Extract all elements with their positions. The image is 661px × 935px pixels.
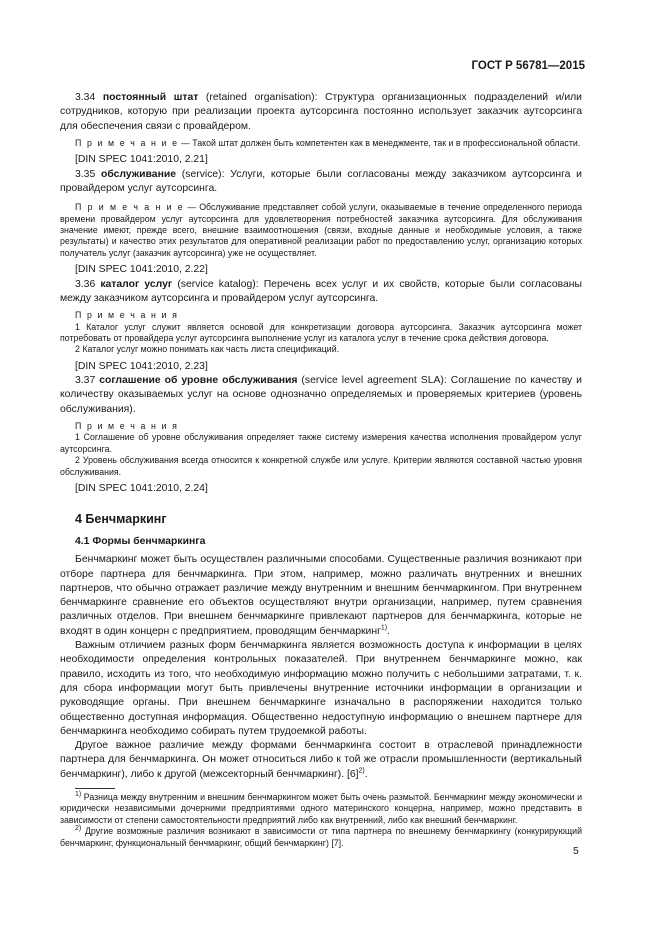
- source-reference: [DIN SPEC 1041:2010, 2.22]: [75, 264, 208, 276]
- definition-3-36: [60, 278, 582, 307]
- source-reference: [DIN SPEC 1041:2010, 2.23]: [75, 360, 208, 372]
- defined-term: постоянный штат: [102, 92, 199, 103]
- page-content: [60, 91, 582, 849]
- paragraph-text: Другое важное различие между формами бенчмаркинга состоит в отраслевой принадлежности партнера для бенчмаркинга. Он может относиться либо к той же отрасли промышленности (вертикальный бенчмаркинг), либо к другой (межсекторный бенчмаркинг). [6]: [60, 740, 582, 780]
- source-reference: [DIN SPEC 1041:2010, 2.21]: [75, 154, 208, 166]
- note-text: — Обслуживание представляет собой услуги, оказываемые в течение определенного периода времени провайдером услуг аутсорсинга для удовлетворения потребностей заказчика аутсорсинга. Для обслуживания значение имеют, прежде всего, внешние взаимоотношения (связи, входные данные и необходимые условия, а также результаты) и качество этих результатов для оперативной реализации работ по предоставлению услуг, организацию которых получатель услуг (заказчик аутсорсинга) уже не осуществляет.: [60, 202, 582, 258]
- clause-number: 3.35: [75, 168, 96, 180]
- clause-number: 3.36: [75, 278, 96, 290]
- note-label: П р и м е ч а н и е: [75, 137, 179, 148]
- definition-text: (service level agreement SLA): Соглашение по качеству и количеству оказываемых услуг на основе однозначно определяемых и проверяемых критериев (уровень обслуживания).: [60, 375, 582, 415]
- note-item: 2 Каталог услуг можно понимать как часть листа спецификаций.: [75, 344, 340, 355]
- standard-header: ГОСТ Р 56781—2015: [471, 60, 585, 72]
- notes-label: П р и м е ч а н и я: [75, 420, 179, 431]
- footnote-marker: 2): [75, 825, 82, 833]
- clause-number: 3.37: [75, 375, 96, 387]
- definition-3-34: [60, 91, 582, 134]
- note-item: 1 Соглашение об уровне обслуживания определяет также систему измерения качества исполнения провайдером услуг аутсорсинга.: [60, 432, 582, 454]
- body-paragraph: [60, 739, 582, 782]
- defined-term: каталог услуг: [100, 278, 173, 290]
- note-label: П р и м е ч а н и е: [75, 202, 185, 213]
- note: [60, 202, 582, 259]
- note: [60, 138, 582, 149]
- definition-text: (service): Услуги, которые были согласованы между заказчиком аутсорсинга и провайдером услуг аутсорсинга.: [60, 168, 582, 194]
- definition-3-37: [60, 374, 582, 417]
- footnote-text: Разница между внутренним и внешним бенчмаркингом может быть очень размытой. Бенчмаркинг между экономически и юридически независимыми дочерними предприятиями одного материнского концерна, например, можно представить в зависимости от степени самостоятельности предприятий либо как внутренний, либо как внешний бенчмаркинг.: [60, 792, 582, 825]
- definition-text: (retained organisation): Структура организационных подразделений и/или сотрудников, которую при реализации проекта аутсорсинга постоянно использует заказчик аутсорсинга для обеспечения связи с провайдером.: [60, 92, 582, 132]
- footnote-marker: 1): [380, 624, 388, 632]
- footnote-marker: 2): [358, 767, 365, 775]
- page-number: 5: [573, 846, 579, 857]
- footnote-separator: [75, 788, 115, 789]
- notes-label: П р и м е ч а н и я: [75, 310, 179, 321]
- subsection-heading: 4.1 Формы бенчмаркинга: [75, 536, 206, 548]
- defined-term: обслуживание: [101, 168, 177, 180]
- paragraph-end: .: [364, 768, 368, 780]
- footnote: [60, 792, 582, 826]
- section-heading: 4 Бенчмаркинг: [75, 512, 167, 527]
- note-item: 1 Каталог услуг служит является основой для конкретизации договора аутсорсинга. Заказчик аутсорсинга может потребовать от провайдера услуг аутсорсинга выполнение услуг из каталога услуг в течение срока действия договора.: [60, 321, 582, 343]
- defined-term: соглашение об уровне обслуживания: [99, 375, 298, 387]
- note-text: — Такой штат должен быть компетентен как в менеджменте, так и в профессиональной области.: [178, 137, 581, 148]
- note-item: 2 Уровень обслуживания всегда относится к конкретной службе или услуге. Критерии являются составной частью уровня обслуживания.: [60, 455, 582, 477]
- source-reference: [DIN SPEC 1041:2010, 2.24]: [75, 482, 208, 494]
- clause-number: 3.34: [75, 92, 96, 103]
- paragraph-end: .: [387, 625, 391, 637]
- footnote-marker: 1): [75, 791, 82, 799]
- paragraph-text: Бенчмаркинг может быть осуществлен различными способами. Существенные различия возникают при отборе партнера для бенчмаркинга. При этом, например, можно различать внутренних и внешних партнеров, что обычно отражает различие между внутренним и внешним бенчмаркингом. При внутреннем бенчмаркинге сравнение его объектов осуществляют внутри организации, например, путем сравнения различных отделов. При внешнем бенчмаркинге привлекают партнеров для бенчмаркинга, которые не входят в один концерн с предприятием, проводящим бенчмаркинг: [60, 554, 582, 637]
- body-paragraph: [60, 553, 582, 639]
- footnote-text: Другие возможные различия возникают в зависимости от типа партнера по внешнему бенчмаркингу (конкурирующий бенчмаркинг, функциональный бенчмаркинг, общий бенчмаркинг) [7].: [60, 826, 582, 848]
- footnote: [60, 826, 582, 849]
- definition-text: (service katalog): Перечень всех услуг и их свойств, которые были согласованы между заказчиком аутсорсинга и провайдером услуг аутсорсинга.: [60, 278, 583, 304]
- body-paragraph: Важным отличием разных форм бенчмаркинга является возможность доступа к информации в целях необходимости определения контрольных показателей. При внутреннем бенчмаркинге можно, как правило, исходить из того, что необходимую информацию можно получить с небольшими затратами, т. к. для сбора информации могут быть привлечены внутренние источники информации в организации и руководящие органы. При внешнем бенчмаркинге изначально в распоряжении находится только общественно доступная информация. Общественно недоступную информацию о внешнем партнере для бенчмаркинга необходимо собирать путем трудоемкой работы.: [60, 640, 582, 737]
- definition-3-35: [60, 168, 582, 197]
